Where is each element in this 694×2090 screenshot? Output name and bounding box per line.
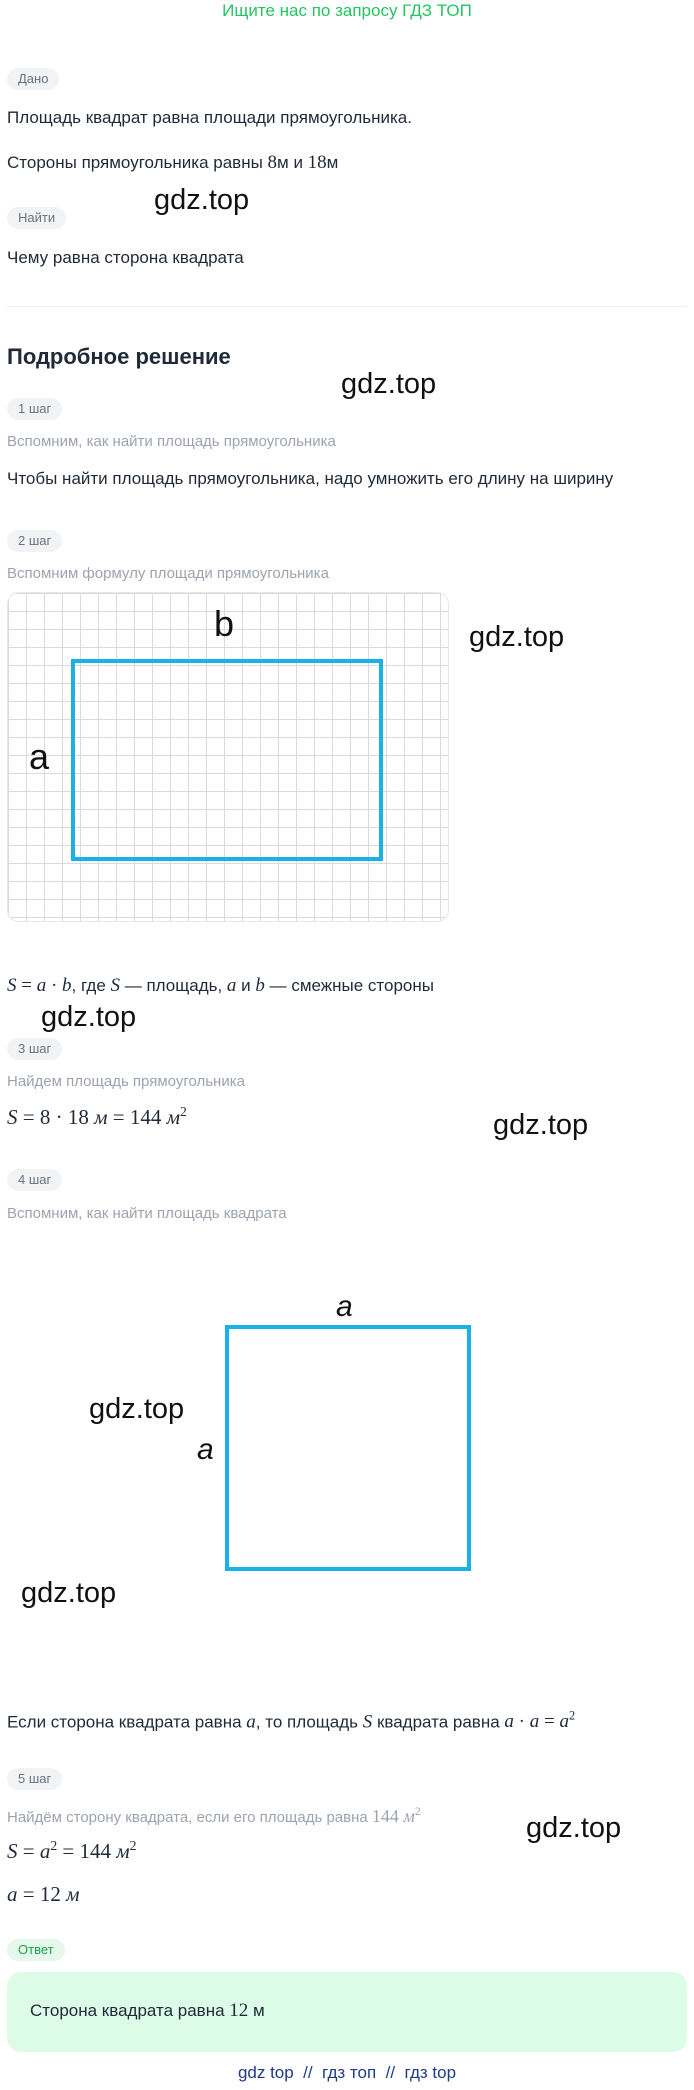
rectangle-shape <box>73 661 381 859</box>
step-5-calc-2: a = 12 м <box>7 1882 80 1906</box>
watermark: gdz.top <box>341 368 437 400</box>
given-value-b: 18 <box>307 152 327 173</box>
given-unit-b: м <box>326 153 339 172</box>
formula-text-4: — смежные стороны <box>264 976 434 995</box>
step-1-hint: Вспомним, как найти площадь прямоугольника <box>7 433 336 450</box>
step-3-pill: 3 шаг <box>7 1038 62 1060</box>
step-5-hint: Найдём сторону квадрата, если его площадь равна 144 $м^2$ <box>7 1805 421 1826</box>
step-4-text-3: квадрата равна <box>372 1712 505 1732</box>
watermark: gdz.top <box>526 1812 622 1844</box>
step-4-hint: Вспомним, как найти площадь квадрата <box>7 1205 287 1222</box>
square-label-top: a <box>336 1290 353 1323</box>
step-2-hint: Вспомним формулу площади прямоугольника <box>7 565 329 582</box>
step-4-text: Если сторона квадрата равна a, то площадь S квадрата равна $a \cdot a = a^2$ <box>7 1709 576 1733</box>
answer-pill: Ответ <box>7 1939 65 1961</box>
step-1-text: Чтобы найти площадь прямоугольника, надо умножить его длину на ширину <box>7 469 614 488</box>
top-banner: Ищите нас по запросу ГДЗ ТОП <box>222 1 472 20</box>
given-line-1: Площадь квадрат равна площади прямоугольника. <box>7 108 412 127</box>
answer-text <box>30 2000 265 2022</box>
formula-text-3: и <box>236 976 256 995</box>
find-pill: Найти <box>7 207 66 229</box>
rectangle-label-b: b <box>214 603 235 644</box>
watermark: gdz.top <box>21 1577 117 1609</box>
given-line-2-prefix: Стороны прямоугольника равны <box>7 153 268 172</box>
step-4-text-2: , то площадь <box>255 1712 363 1732</box>
watermark: gdz.top <box>89 1393 185 1425</box>
watermark: gdz.top <box>493 1109 589 1141</box>
step-3-hint: Найдем площадь прямоугольника <box>7 1073 245 1090</box>
rectangle-figure <box>0 0 694 930</box>
watermark: gdz.top <box>469 621 565 653</box>
step-5-pill: 5 шаг <box>7 1768 62 1790</box>
answer-value: 12 <box>229 2000 249 2021</box>
formula-text-2: — площадь, <box>120 976 227 995</box>
step-5-calc-1: $S = a^2 = 144$ $м^2$ <box>7 1838 137 1863</box>
footer-links: gdz top // гдз топ // гдз top <box>237 2063 457 2082</box>
square-label-side: a <box>197 1433 214 1466</box>
step-4-pill: 4 шаг <box>7 1169 62 1191</box>
solution-title: Подробное решение <box>7 344 231 369</box>
given-value-a: 8 <box>267 152 278 173</box>
answer-unit: м <box>248 2001 265 2020</box>
step-2-pill: 2 шаг <box>7 530 62 552</box>
watermark: gdz.top <box>154 184 250 216</box>
step-5-hint-text: Найдём сторону квадрата, если его площадь равна <box>7 1809 372 1826</box>
answer-prefix: Сторона квадрата равна <box>30 2001 230 2020</box>
square-shape <box>227 1327 469 1569</box>
step-2-formula: S = a · b, где S — площадь, a и b — смежные стороны <box>7 975 434 996</box>
rectangle-label-a: a <box>29 736 50 777</box>
find-text: Чему равна сторона квадрата <box>7 248 244 267</box>
watermark: gdz.top <box>41 1001 137 1033</box>
step-4-text-1: Если сторона квадрата равна <box>7 1712 247 1732</box>
given-unit-a: м и <box>277 153 308 172</box>
square-figure <box>0 1280 694 1580</box>
given-pill: Дано <box>7 68 59 90</box>
step-1-pill: 1 шаг <box>7 398 62 420</box>
step-3-calc: S = 8 · 18 м = 144 $м^2$ <box>7 1104 187 1129</box>
formula-text-1: , где <box>71 976 111 995</box>
